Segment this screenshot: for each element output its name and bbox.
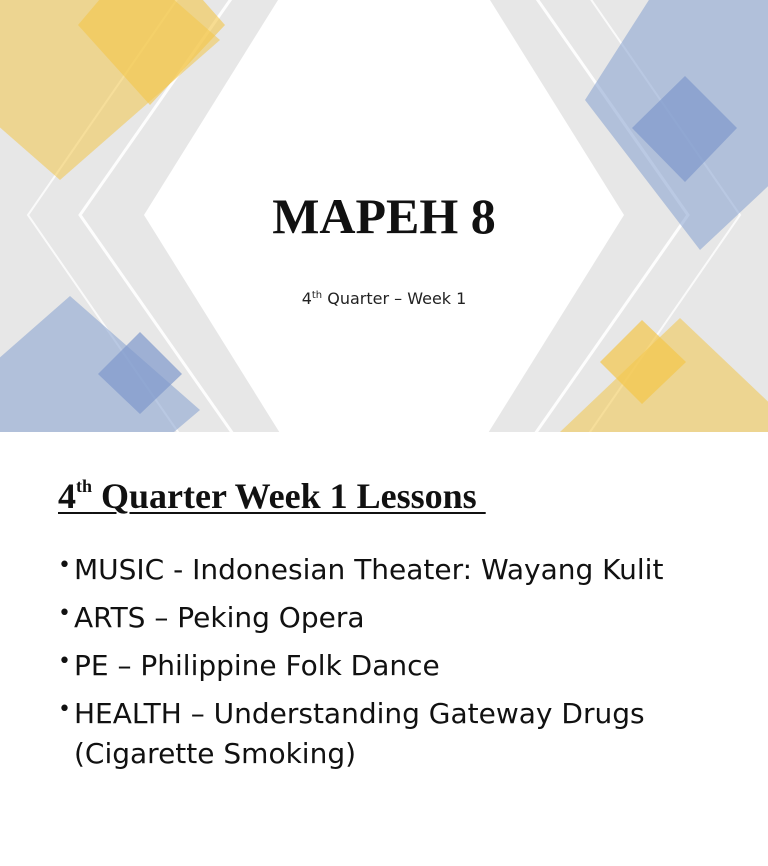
list-item [58, 550, 728, 590]
bullet-icon: • [58, 649, 71, 674]
heading-ordinal-suffix: th [76, 476, 93, 496]
lesson-text: PE – Philippine Folk Dance [74, 649, 440, 682]
title-slide [0, 0, 768, 432]
bullet-icon: • [58, 601, 71, 626]
heading-ordinal-number: 4 [58, 476, 76, 516]
lesson-text: ARTS – Peking Opera [74, 601, 365, 634]
subtitle-ordinal-number: 4 [301, 289, 312, 308]
bullet-icon: • [58, 553, 71, 578]
lessons-slide [0, 432, 768, 866]
slide-subtitle [0, 288, 768, 310]
subtitle-text: Quarter – Week 1 [322, 289, 467, 308]
list-item [58, 646, 728, 686]
heading-text: Quarter Week 1 Lessons [92, 476, 486, 516]
subtitle-ordinal-suffix: th [311, 290, 323, 301]
lesson-list [58, 550, 728, 782]
list-item [58, 694, 728, 774]
slide-title: MAPEH 8 [272, 188, 496, 244]
lesson-text: HEALTH – Understanding Gateway Drugs (Cigarette Smoking) [74, 697, 645, 770]
bullet-icon: • [58, 697, 71, 722]
list-item [58, 598, 728, 638]
lessons-heading [58, 474, 486, 518]
lesson-text: MUSIC - Indonesian Theater: Wayang Kulit [74, 553, 664, 586]
